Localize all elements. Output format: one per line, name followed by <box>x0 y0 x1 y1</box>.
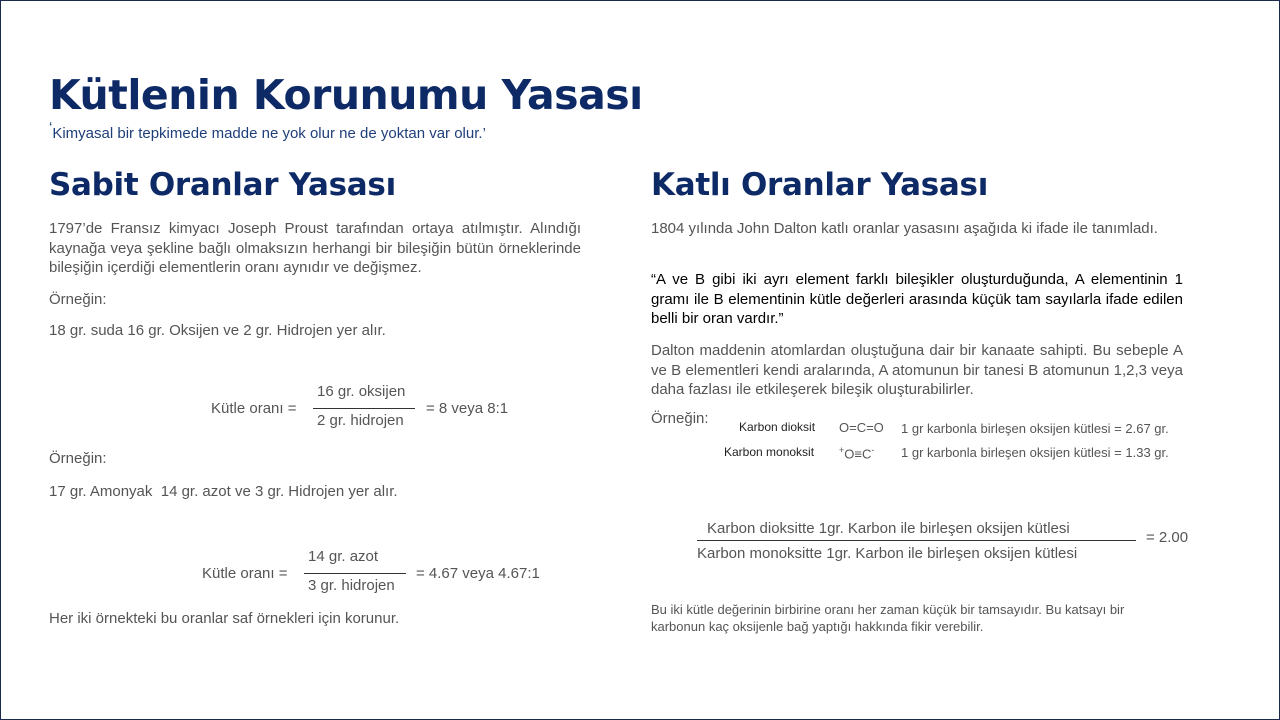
ratio3-numerator: Karbon dioksitte 1gr. Karbon ile birleşen oksijen kütlesi <box>707 520 1070 537</box>
ratio1-lhs: Kütle oranı = <box>211 400 297 417</box>
right-heading: Katlı Oranlar Yasası <box>651 167 989 203</box>
ratio1-rhs: = 8 veya 8:1 <box>426 400 509 417</box>
compound1-name: Karbon dioksit <box>739 420 816 434</box>
left-conclusion: Her iki örnekteki bu oranlar saf örnekleri için korunur. <box>49 610 400 627</box>
dalton-quote: “A ve B gibi iki ayrı element farklı bileşikler oluşturduğunda, A elementinin 1 gramı ile B elementinin kütle değerleri arasında küçük tam sayılarla ifade edilen belli bir oran vardır.” <box>651 271 1183 327</box>
right-intro: 1804 yılında John Dalton katlı oranlar yasasını aşağıda ki ifade ile tanımladı. <box>651 220 1158 237</box>
ratio2-fraction-bar <box>304 573 406 574</box>
left-heading: Sabit Oranlar Yasası <box>49 167 396 203</box>
ratio1-fraction-bar <box>313 408 415 409</box>
left-example1-label: Örneğin: <box>49 291 107 308</box>
ratio3-rhs: = 2.00 <box>1146 529 1189 546</box>
minus-charge: - <box>871 445 875 455</box>
compound2-formula <box>839 445 874 461</box>
ratio2-denominator: 3 gr. hidrojen <box>308 577 395 594</box>
left-example2-label: Örneğin: <box>49 450 107 467</box>
subtitle <box>49 119 486 142</box>
compound2-name: Karbon monoksit <box>724 445 815 459</box>
ratio3-denominator: Karbon monoksitte 1gr. Karbon ile birleşen oksijen kütlesi <box>697 545 1078 562</box>
right-example-label: Örneğin: <box>651 410 709 427</box>
compound1-formula: O=C=O <box>839 420 884 435</box>
ratio2-rhs: = 4.67 veya 4.67:1 <box>416 565 540 582</box>
plus-charge: + <box>839 445 845 455</box>
ratio3-fraction-bar <box>697 540 1136 541</box>
compound2-formula-text: O≡C <box>844 446 872 462</box>
left-intro: 1797’de Fransız kimyacı Joseph Proust tarafından ortaya atılmıştır. Alındığı kaynağa veya şekline bağlı olmaksızın herhangi bir bileşiğin bütün örneklerinde bileşiğin içerdiği elementlerin oranı aynıdır ve değişmez. <box>49 220 581 276</box>
ratio1-denominator: 2 gr. hidrojen <box>317 412 404 429</box>
compound2-mass: 1 gr karbonla birleşen oksijen kütlesi = 1.33 gr. <box>901 445 1169 460</box>
page-title: Kütlenin Korunumu Yasası <box>49 71 643 119</box>
ratio1-numerator: 16 gr. oksijen <box>317 383 406 400</box>
right-conclusion: Bu iki kütle değerinin birbirine oranı her zaman küçük bir tamsayıdır. Bu katsayı bir karbonun kaç oksijenle bağ yaptığı hakkında fikir verebilir. <box>651 602 1125 634</box>
left-example1-text: 18 gr. suda 16 gr. Oksijen ve 2 gr. Hidrojen yer alır. <box>49 322 386 339</box>
left-example2-text: 17 gr. Amonyak 14 gr. azot ve 3 gr. Hidrojen yer alır. <box>49 483 398 500</box>
ratio2-numerator: 14 gr. azot <box>308 548 379 565</box>
compound1-mass: 1 gr karbonla birleşen oksijen kütlesi = 2.67 gr. <box>901 421 1169 436</box>
right-para2: Dalton maddenin atomlardan oluştuğuna dair bir kanaate sahipti. Bu sebeple A ve B elementleri kendi aralarında, A atomunun bir tanesi B atomunun 1,2,3 veya daha fazlası ile etkileşerek bileşik oluşturabilirler. <box>651 342 1183 398</box>
subtitle-open-quote: ‘ <box>49 119 53 136</box>
subtitle-text: Kimyasal bir tepkimede madde ne yok olur ne de yoktan var olur.’ <box>52 125 486 142</box>
ratio2-lhs: Kütle oranı = <box>202 565 288 582</box>
